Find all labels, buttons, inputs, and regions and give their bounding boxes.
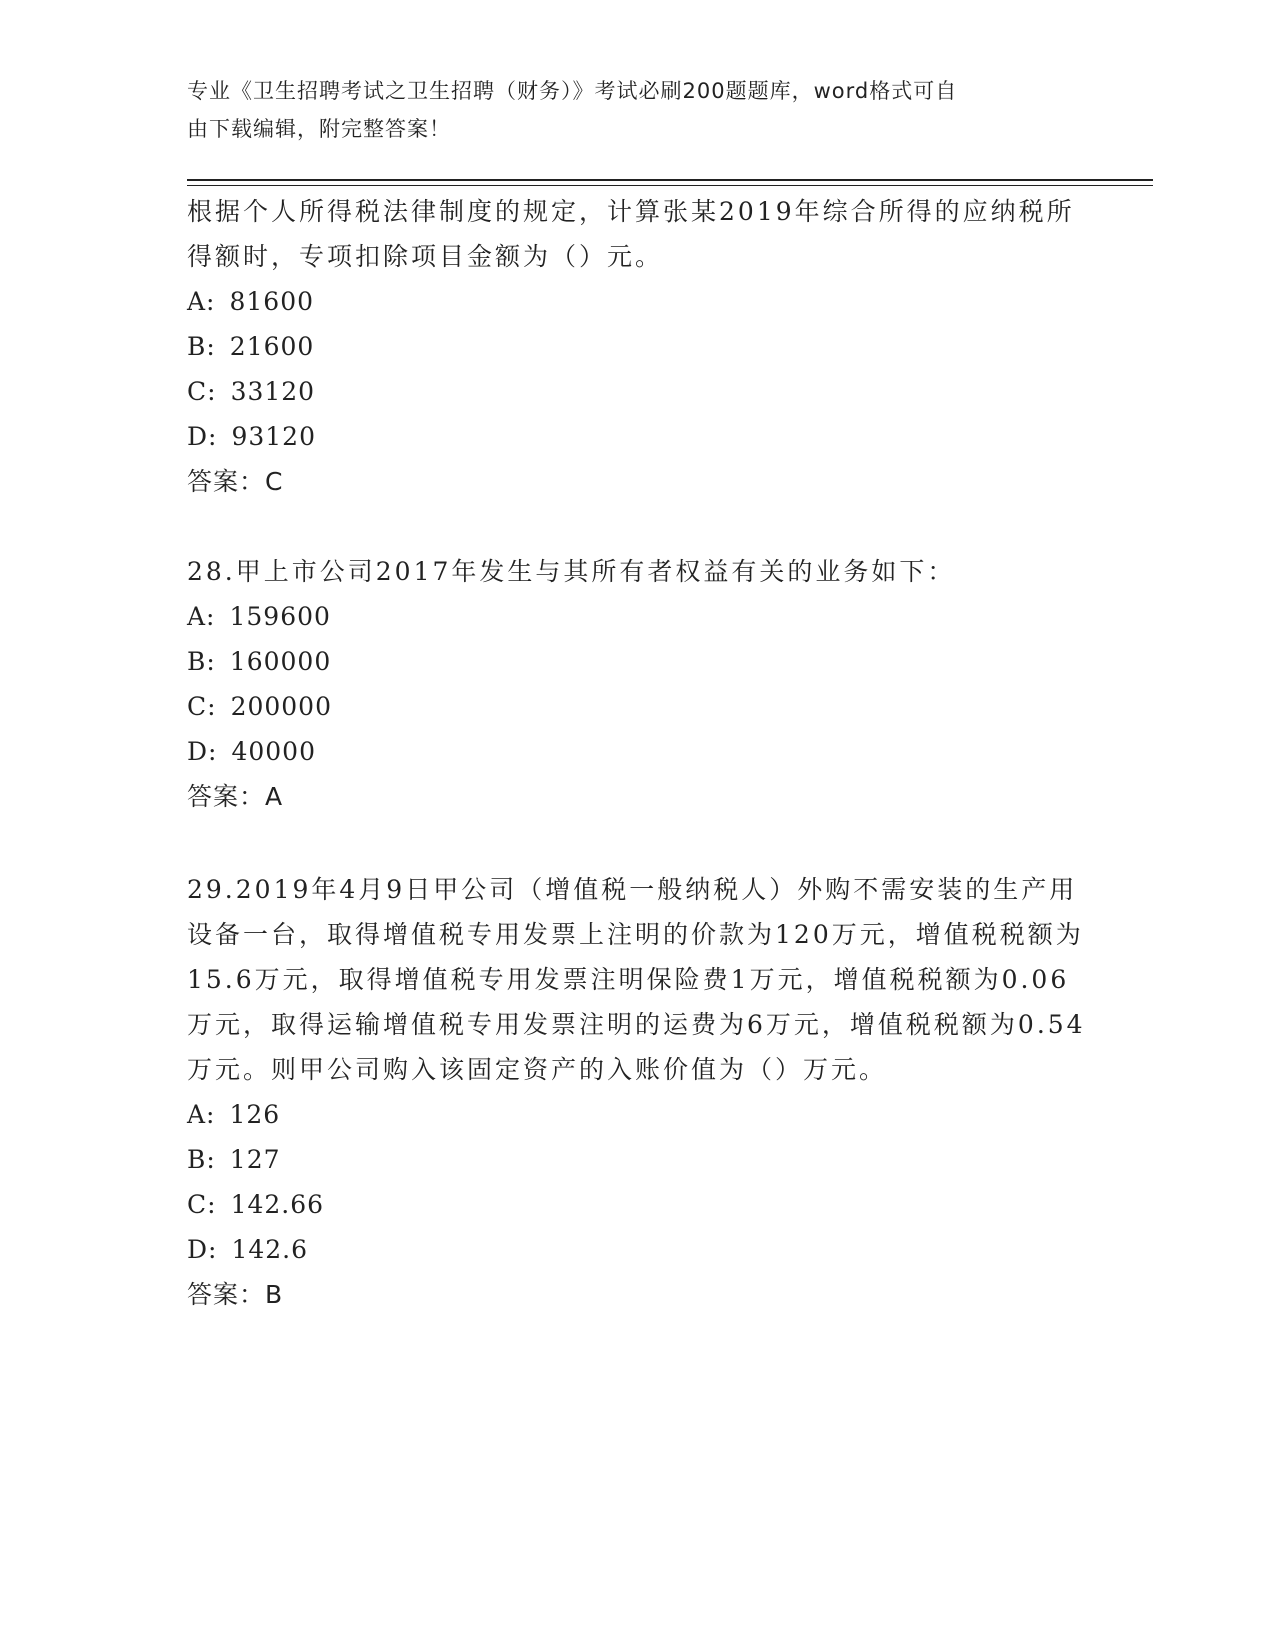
option-label: D: — [187, 422, 218, 451]
document-header — [187, 72, 1067, 148]
header-line-1: 专业《卫生招聘考试之卫生招聘（财务）》考试必刷200题题库，word格式可自 — [187, 79, 958, 103]
option-label: B: — [187, 647, 216, 676]
option-b — [187, 1137, 1087, 1182]
header-divider-thick — [187, 179, 1153, 181]
option-value: 159600 — [229, 602, 331, 631]
option-value: 21600 — [229, 332, 315, 361]
option-b — [187, 639, 1087, 684]
option-label: A: — [187, 602, 216, 631]
option-b — [187, 324, 1087, 369]
option-value: 200000 — [230, 692, 332, 721]
option-a — [187, 594, 1087, 639]
answer-line: 答案：C — [187, 467, 284, 496]
question-block-1 — [187, 189, 1087, 504]
option-value: 40000 — [231, 737, 316, 766]
option-label: C: — [187, 692, 217, 721]
option-c — [187, 369, 1087, 414]
question-block-3 — [187, 867, 1087, 1317]
option-label: D: — [187, 737, 218, 766]
option-value: 142.6 — [231, 1235, 309, 1264]
option-d — [187, 1227, 1087, 1272]
option-a — [187, 279, 1087, 324]
question-text: 根据个人所得税法律制度的规定，计算张某2019年综合所得的应纳税所得额时，专项扣除项目金额为（）元。 — [187, 197, 1075, 271]
option-value: 160000 — [229, 647, 332, 676]
option-label: D: — [187, 1235, 218, 1264]
question-text: 29.2019年4月9日甲公司（增值税一般纳税人）外购不需安装的生产用设备一台，取得增值税专用发票上注明的价款为120万元，增值税税额为15.6万元，取得增值税专用发票注明保险费1万元，增值税税额为0.06万元，取得运输增值税专用发票注明的运费为6万元，增值税税额为0.54万元。则甲公司购入该固定资产的入账价值为（）万元。 — [187, 875, 1086, 1084]
answer-line: 答案：A — [187, 782, 284, 811]
header-line-2: 由下载编辑，附完整答案！ — [187, 117, 451, 141]
option-value: 93120 — [231, 422, 316, 451]
option-c — [187, 684, 1087, 729]
option-label: B: — [187, 332, 216, 361]
option-d — [187, 414, 1087, 459]
option-label: B: — [187, 1145, 216, 1174]
option-d — [187, 729, 1087, 774]
option-value: 33120 — [230, 377, 316, 406]
option-a — [187, 1092, 1087, 1137]
question-block-2 — [187, 549, 1087, 819]
option-label: A: — [187, 287, 216, 316]
option-label: C: — [187, 1190, 217, 1219]
option-label: A: — [187, 1100, 216, 1129]
option-label: C: — [187, 377, 217, 406]
option-value: 127 — [229, 1145, 281, 1174]
option-c — [187, 1182, 1087, 1227]
header-divider-thin — [187, 185, 1153, 186]
question-text: 28.甲上市公司2017年发生与其所有者权益有关的业务如下： — [187, 557, 956, 586]
option-value: 81600 — [229, 287, 315, 316]
option-value: 126 — [229, 1100, 281, 1129]
option-value: 142.66 — [230, 1190, 325, 1219]
answer-line: 答案：B — [187, 1280, 284, 1309]
